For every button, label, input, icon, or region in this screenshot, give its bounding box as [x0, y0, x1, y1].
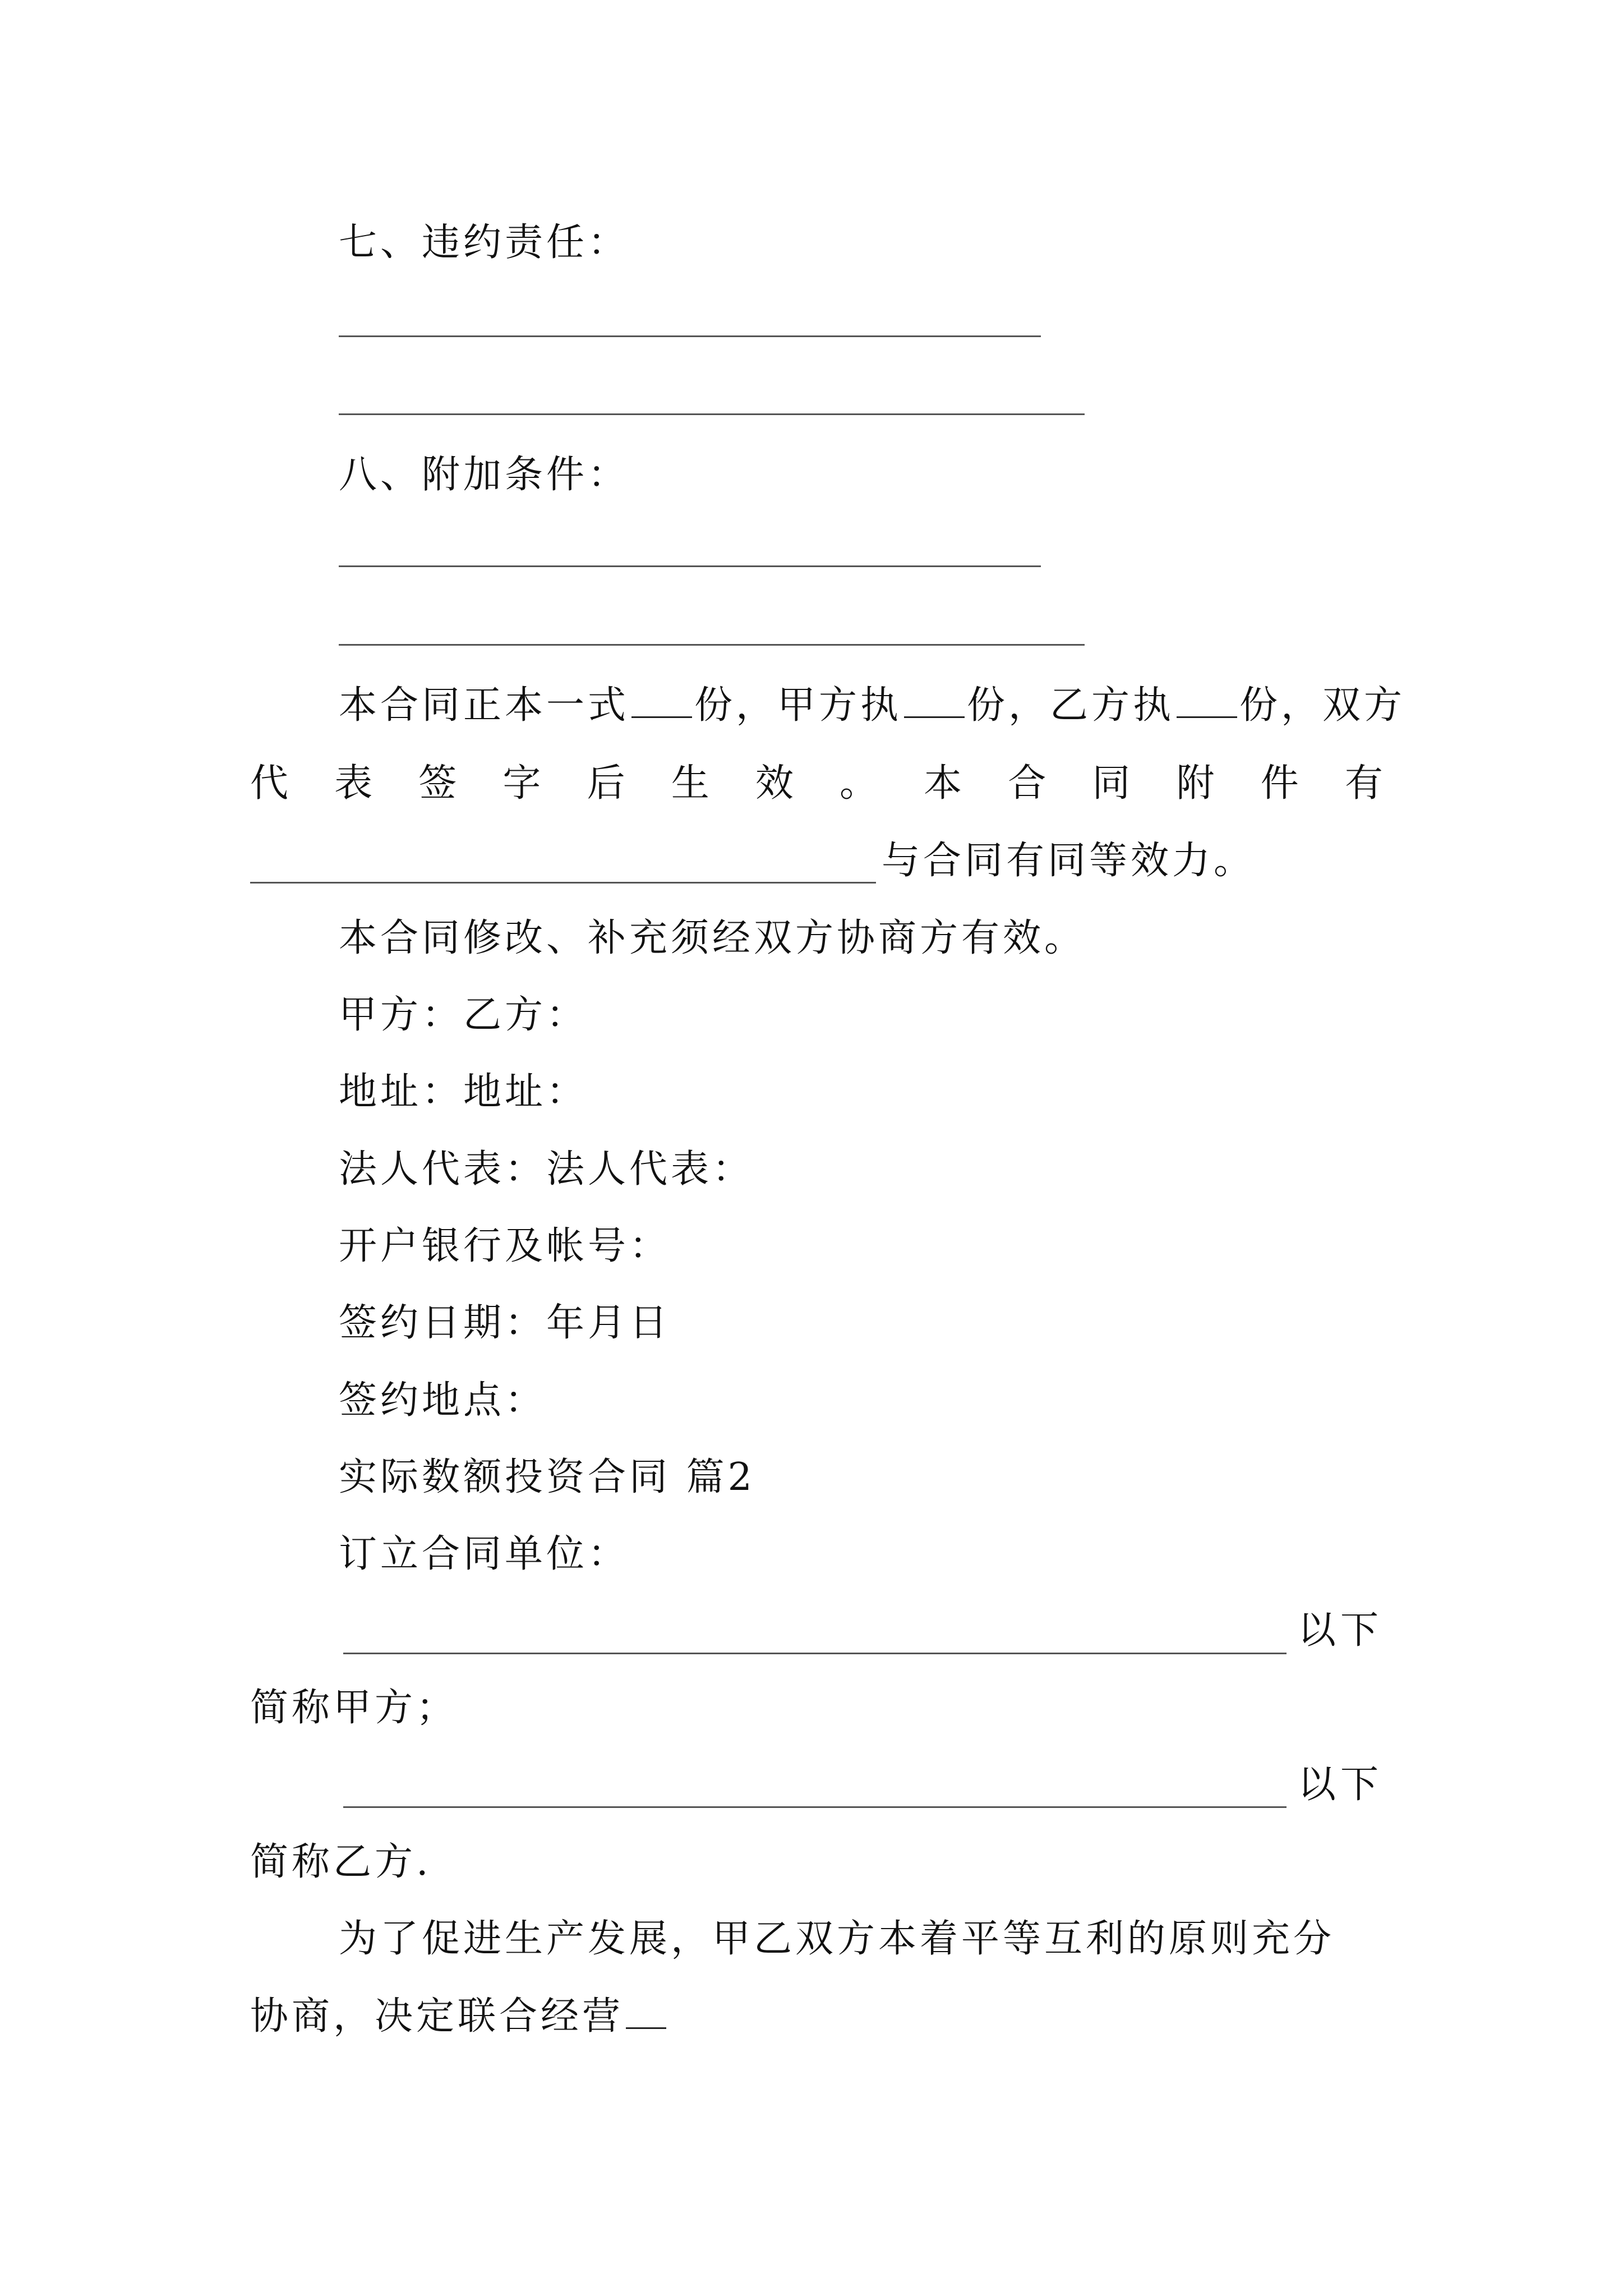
bank-account-line: 开户银行及帐号：: [339, 1224, 671, 1268]
hereinafter-label-b: 以下: [1297, 1763, 1383, 1807]
justified-char: 代: [250, 761, 289, 806]
blank-line: [339, 413, 1085, 415]
blank-line: [339, 565, 1041, 567]
address-line: 地址：地址：: [339, 1070, 588, 1114]
blank-field: [904, 684, 965, 718]
sign-date-line: 签约日期：年月日: [339, 1301, 671, 1345]
legal-rep-line: 法人代表：法人代表：: [339, 1147, 754, 1191]
purpose-line-1: 为了促进生产发展，甲乙双方本着平等互利的原则充分: [339, 1917, 1335, 1961]
copies-text-b: 份，甲方执: [694, 683, 902, 728]
justified-char: 字: [502, 761, 541, 806]
copies-text-a: 本合同正本一式: [339, 683, 630, 728]
purpose-line-2-text: 协商，决定联合经营: [250, 1994, 624, 2039]
justified-char: 效: [755, 761, 794, 806]
justified-char: 后: [587, 761, 625, 806]
blank-line: [343, 1806, 1287, 1808]
amendment-line: 本合同修改、补充须经双方协商方有效。: [339, 916, 1086, 960]
copies-text-c: 份，乙方执: [967, 683, 1175, 728]
blank-field: [626, 1995, 666, 2029]
copies-line-1: [339, 680, 1405, 731]
party-a-abbrev: 简称甲方；: [250, 1686, 458, 1730]
section-8-heading: 八、附加条件：: [339, 453, 630, 497]
blank-line: [339, 644, 1085, 646]
blank-field: [631, 684, 692, 718]
justified-char: 件: [1260, 761, 1299, 806]
justified-char: 。: [839, 761, 878, 806]
part2-title: 实际数额投资合同 篇2: [339, 1455, 755, 1499]
copies-line-2: [250, 758, 1383, 809]
blank-line: [250, 882, 876, 884]
justified-char: 生: [671, 761, 709, 806]
justified-char: 签: [418, 761, 457, 806]
blank-line: [343, 1653, 1287, 1654]
justified-char: 本: [924, 761, 962, 806]
section-7-heading: 七、违约责任：: [339, 220, 630, 265]
hereinafter-label-a: 以下: [1297, 1608, 1383, 1653]
copies-line-3-tail: 与合同有同等效力。: [882, 839, 1256, 883]
parties-line: 甲方：乙方：: [339, 993, 588, 1037]
purpose-line-2: [250, 1991, 668, 2042]
party-b-abbrev: 简称乙方.: [250, 1840, 432, 1884]
copies-text-d: 份，双方: [1239, 683, 1406, 728]
justified-char: 同: [1092, 761, 1131, 806]
blank-line: [339, 335, 1041, 337]
justified-char: 表: [334, 761, 373, 806]
contract-units-label: 订立合同单位：: [339, 1532, 630, 1576]
justified-char: 有: [1344, 761, 1383, 806]
blank-field: [1177, 684, 1237, 718]
justified-char: 附: [1176, 761, 1215, 806]
justified-char: 合: [1008, 761, 1046, 806]
sign-place-line: 签约地点：: [339, 1378, 547, 1423]
